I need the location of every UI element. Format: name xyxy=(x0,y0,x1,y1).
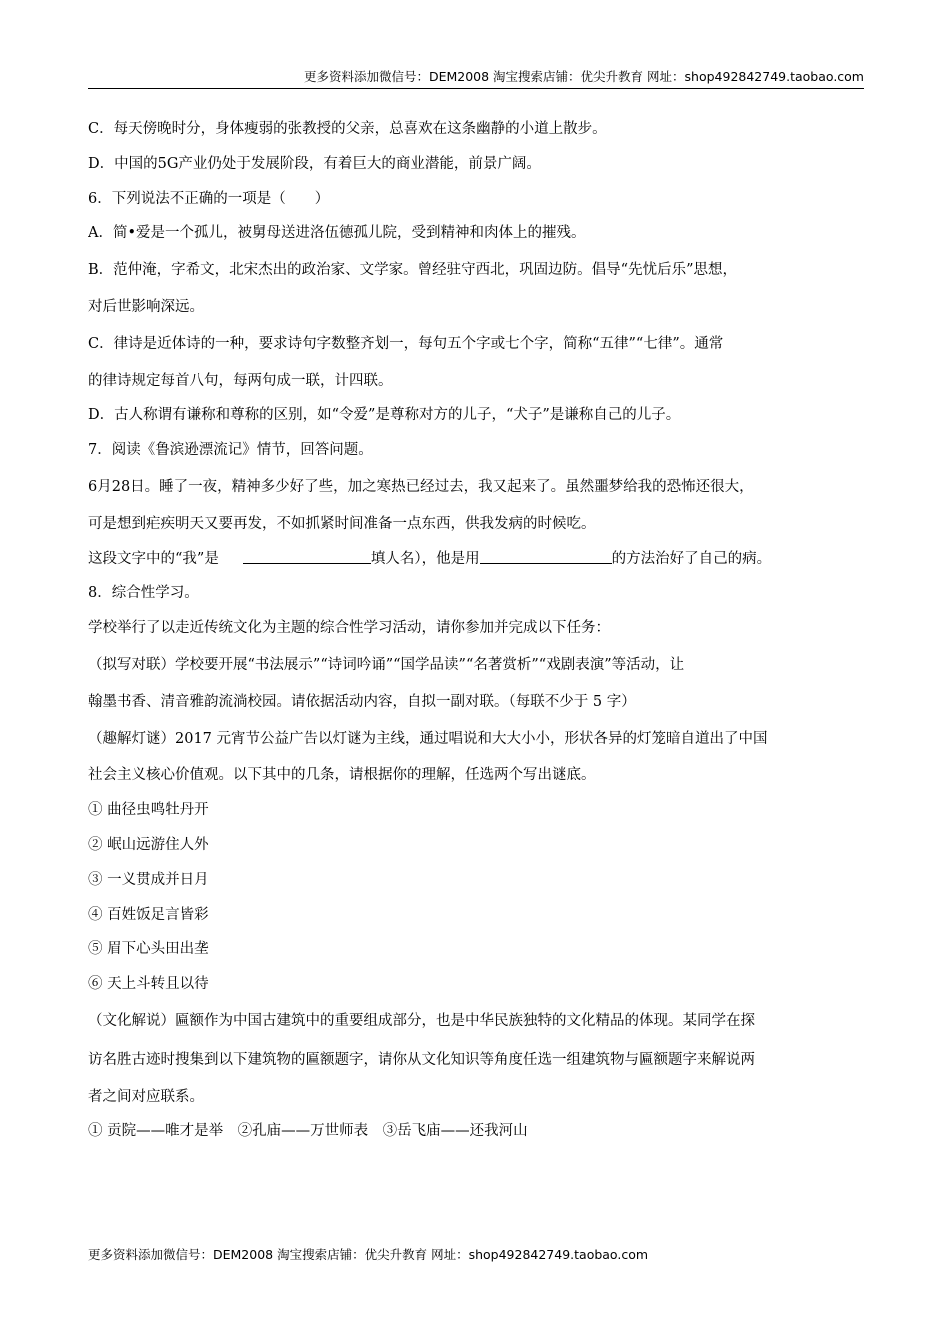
riddle-item-3: ③ 一义贯成并日月 xyxy=(88,871,209,888)
riddle-item-2: ② 岷山远游住人外 xyxy=(88,836,209,853)
page-header: 更多资料添加微信号：DEM2008 淘宝搜索店铺：优尖升教育 网址：shop492842749.taobao.com xyxy=(303,69,864,84)
riddle-item-5: ⑤ 眉下心头田出垄 xyxy=(88,941,209,958)
q7-fill-prefix: 这段文字中的“我”是 xyxy=(88,550,219,567)
q8-couplet-line2: 翰墨书香、清音雅韵流淌校园。请依据活动内容，自拟一副对联。（每联不少于 5 字） xyxy=(88,693,636,710)
answer-blank-name[interactable] xyxy=(243,545,371,564)
q8-plaque-line1: （文化解说）匾额作为中国古建筑中的重要组成部分，也是中华民族独特的文化精品的体现。某同学在探 xyxy=(88,1012,755,1029)
q6-option-d: D．古人称谓有谦称和尊称的区别，如“令爱”是尊称对方的儿子，“犬子”是谦称自己的儿子。 xyxy=(88,407,681,424)
q6-option-c-line2: 的律诗规定每首八句，每两句成一联，计四联。 xyxy=(88,372,393,389)
q8-plaque-line3: 者之间对应联系。 xyxy=(88,1088,204,1105)
plaque-options: ① 贡院——唯才是举 ②孔庙——万世师表 ③岳飞庙——还我河山 xyxy=(88,1123,528,1140)
q8-intro: 学校举行了以走近传统文化为主题的综合性学习活动，请你参加并完成以下任务： xyxy=(88,620,610,637)
q7-stem: 7．阅读《鲁滨逊漂流记》情节，回答问题。 xyxy=(88,442,373,459)
q7-fill-middle: 填人名），他是用 xyxy=(370,550,480,567)
riddle-item-4: ④ 百姓饭足言皆彩 xyxy=(88,906,209,923)
q6-option-a: A．简•爱是一个孤儿，被舅母送进洛伍德孤儿院，受到精神和肉体上的摧残。 xyxy=(88,225,586,242)
q7-fill-blank xyxy=(88,542,864,577)
q6-stem: 6．下列说法不正确的一项是（ ） xyxy=(88,190,330,207)
header-divider xyxy=(88,88,864,89)
q8-couplet-line1: （拟写对联）学校要开展“书法展示”“诗词吟诵”“国学品读”“名著赏析”“戏剧表演”等活动，让 xyxy=(88,656,685,673)
q6-option-b-line2: 对后世影响深远。 xyxy=(88,298,204,315)
q7-passage-line1: 6月28日。睡了一夜，精神多少好了些，加之寒热已经过去，我又起来了。虽然噩梦给我的恐怖还很大， xyxy=(88,478,754,495)
q7-passage-line2: 可是想到疟疾明天又要再发，不如抓紧时间准备一点东西，供我发病的时候吃。 xyxy=(88,515,596,532)
q6-option-b-line1: B．范仲淹，字希文，北宋杰出的政治家、文学家。曾经驻守西北，巩固边防。倡导“先忧后乐”思想， xyxy=(88,262,737,279)
q7-fill-suffix: 的方法治好了自己的病。 xyxy=(611,550,772,567)
q6-option-c-line1: C．律诗是近体诗的一种，要求诗句字数整齐划一，每句五个字或七个字，简称“五律”“七律”。通常 xyxy=(88,335,724,352)
q8-stem: 8．综合性学习。 xyxy=(88,585,199,602)
q8-plaque-line2: 访名胜古迹时搜集到以下建筑物的匾额题字，请你从文化知识等角度任选一组建筑物与匾额题字来解说两 xyxy=(88,1051,755,1068)
riddle-item-6: ⑥ 天上斗转且以待 xyxy=(88,976,209,993)
q5-option-d: D．中国的5G产业仍处于发展阶段，有着巨大的商业潜能，前景广阔。 xyxy=(88,155,541,172)
document-body xyxy=(88,112,864,1149)
page-footer: 更多资料添加微信号：DEM2008 淘宝搜索店铺：优尖升教育 网址：shop492842749.taobao.com xyxy=(88,1247,649,1262)
riddle-item-1: ① 曲径虫鸣牡丹开 xyxy=(88,802,209,819)
q5-option-c: C．每天傍晚时分，身体瘦弱的张教授的父亲，总喜欢在这条幽静的小道上散步。 xyxy=(88,121,607,137)
answer-blank-method[interactable] xyxy=(480,545,612,564)
q8-riddle-line2: 社会主义核心价值观。以下其中的几条，请根据你的理解，任选两个写出谜底。 xyxy=(88,767,596,784)
q8-riddle-line1: （趣解灯谜）2017 元宵节公益广告以灯谜为主线，通过唱说和大大小小，形状各异的灯笼暗自道出了中国 xyxy=(88,730,768,747)
